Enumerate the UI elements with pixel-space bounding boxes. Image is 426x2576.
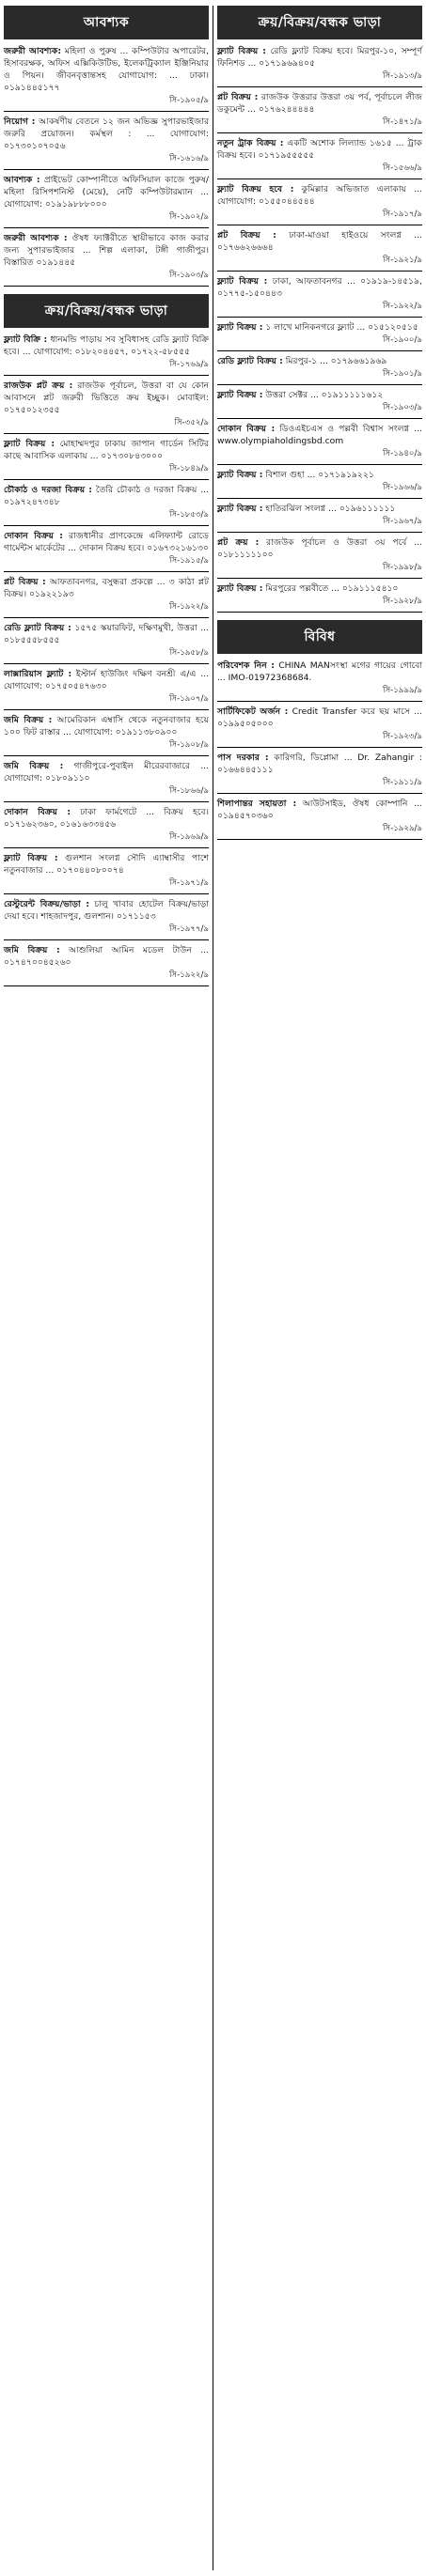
ad-title: দোকান বিক্রয় : (217, 424, 276, 434)
ad-body: তৈরি চৌকাঠ ও দরজা বিক্রয় ... ০১৯৭২৪৭৩৪৮ (4, 485, 209, 507)
ad-title: প্লট বিক্রয় : (217, 230, 276, 241)
ad-code: সি-১৯৯৮/৯ (382, 563, 422, 572)
ad-code: সি-১৯২৩/৯ (382, 732, 422, 741)
ad-title: ফ্ল্যাট বিক্রয় : (217, 583, 263, 594)
classified-ad (217, 183, 422, 225)
ad-body: ঢাকা ফার্মগেটে ... বিক্রয় হবে। ০১৭১৬২৩৬০, ০১৬১৬৩৩৪৫৬ (4, 807, 210, 830)
ad-code: সি-১৯০২/৯ (168, 212, 209, 222)
ad-code: সি-১৮৬৬/৯ (168, 786, 209, 796)
ad-title: জরুরী আবশ্যক: (4, 46, 62, 56)
ad-title: রেস্টুরেন্ট বিক্রয়/ভাড়া : (4, 899, 90, 909)
ad-code: সি-১৯০৩/৯ (382, 403, 422, 412)
classified-ad (4, 852, 209, 894)
ad-body: রাজউক উত্তরার উত্তরা ৩য় পর্ব, পূর্বাচলে লীজ ডকুমেন্ট ... ০১৭৬২৪৪৪৪৪ (217, 92, 423, 115)
classified-ad (217, 355, 422, 385)
classified-ad (4, 438, 209, 480)
ad-code: সি-১৪৭১/৯ (382, 117, 422, 127)
ad-body: গুলশান সংলগ্ন সৌদি এ্যাম্বাসীর পাশে নতুনবাজার ... ০১৭০৪৪০৮০০৭৪ (4, 853, 209, 876)
ad-body: ডিওএইচএস ও পল্লবী বিশ্বাস সংলগ্ন ... www.olympiaholdingsbd.com (217, 424, 423, 446)
classified-ad (217, 706, 422, 748)
ad-code: সি-১৯৪০/৯ (382, 449, 422, 458)
ad-body: মোহাম্মদপুর ঢাকায় জাপান গার্ডেন সিটির কাছে আবাসিক এলাকায় ... ০১৭৩০৮৪৩০০০ (4, 439, 209, 461)
ad-title: দোকান বিক্রয় : (4, 807, 71, 817)
classified-ad (4, 898, 209, 940)
ad-body: উত্তরা সেক্টর ... ০১৯১১১১১৬১২ (265, 390, 384, 400)
ad-code: সি-১৯৭১/৯ (168, 878, 209, 888)
classified-ad (217, 321, 422, 351)
section-header: ক্রয়/বিক্রয়/বন্ধক ভাড়া (217, 6, 422, 39)
ad-code: সি-১৭৬৯/৯ (168, 360, 209, 369)
ad-body: চালু খাবার হোটেল বিক্রয়/ভাড়া দেয়া হবে। শাহজাদপুর, গুলশান। ০১৭১১৫৩ (4, 899, 210, 922)
ad-title: আবশ্যক : (4, 175, 40, 185)
classified-ad (217, 45, 422, 87)
ad-title: শিলাপান্তর সহায়তা : (217, 799, 297, 809)
ad-code: সি-১৯৬৭/৯ (382, 517, 422, 526)
ad-code: সি-১৯২২/৯ (168, 602, 209, 612)
ad-code: সি-১৯৬৯/৯ (168, 832, 209, 842)
ad-code: সি-১৯১৫/৯ (168, 556, 209, 566)
section-header: আবশ্যক (4, 6, 209, 39)
ad-code: সি-১৯২৮/৯ (382, 597, 422, 606)
ad-body: ঔষধ ফ্যাক্টরীতে স্থায়ীভাবে কাজ করার জন্য সুপারভাইজার ... শিল্প এলাকা, টঙ্গী গাজীপুর। বিস্তারিত ০১৯১৪৪৫ (4, 233, 210, 268)
ad-body: বিশাল গুহা ... ০১৭১৯১৯২২১ (265, 470, 374, 480)
ad-body: ১৫৭৫ স্কয়ারফিট, দক্ষিণমুখী, উত্তরা ... ০১৮৫৫৫৮৫৫৫ (4, 623, 210, 645)
ad-code: সি-১৫৬৬/৯ (382, 163, 422, 173)
ad-body: ১ লাখে মানিকনগরে ফ্ল্যাট ... ০১৫১২০৫১৫ (265, 322, 418, 333)
ad-code: সি-১৯৬৬/৯ (382, 483, 422, 492)
classified-ad (217, 503, 422, 533)
ad-body: রাজধানীর প্রাণকেন্দ্রে এলিফ্যান্ট রোডে গার্মেন্টস মার্কেটের ... দোকান বিক্রয় হবে। ০১৬৭৩২১৬১৩০ (4, 531, 210, 553)
ad-body: আকর্ষণীয় বেতনে ১২ জন অভিজ্ঞ সুপারভাইজার জরুরি প্রয়োজন। কর্মস্থল : ... যোগাযোগ: ০১৭৩০১০৭০৫৬ (4, 116, 210, 151)
classified-ad (4, 45, 209, 112)
ad-body: রাজউক পূর্বাচল ও উত্তরা ৩য় পর্বে ... ০১৮১১১১১০০ (217, 537, 423, 560)
ad-code: সি-৩৫২/৯ (174, 418, 209, 427)
ad-body: প্রাইভেট কোম্পানীতে অফিসিয়াল কাজে পুরুষ/মহিলা রিসিপশনিস্ট (মেয়ে), নেটি কম্পিউটারম্যান ... যোগাযোগ: ০১৯১৯৮৮৮০০০ (4, 175, 210, 209)
ad-code: সি-১৯০৫/৯ (168, 96, 209, 105)
ad-body: হাতিরঝিল সংলগ্ন ... ০১৯৬১১১১১১ (265, 504, 396, 514)
ad-code: সি-১৬১৬/৯ (168, 154, 209, 163)
classified-ad (4, 760, 209, 802)
ad-title: প্লট বিক্রয় : (4, 577, 46, 587)
classified-ad (4, 334, 209, 376)
classified-ad (217, 798, 422, 840)
ad-title: ফ্ল্যাট বিক্রয় : (217, 276, 268, 287)
ad-title: ফ্ল্যাট বিক্রি : (4, 334, 48, 345)
ad-title: জমি বিক্রয় : (4, 945, 60, 955)
ad-body: মিরপুর-১ ... ০১৭৯৬৬১৯৬৯ (285, 356, 387, 366)
ad-title: ফ্ল্যাট বিক্রয় : (217, 390, 263, 400)
ad-title: লাক্সারিয়াস ফ্ল্যাট : (4, 669, 72, 679)
ad-title: রেডি ফ্ল্যাট বিক্রয় : (4, 623, 71, 633)
classified-ad (217, 91, 422, 133)
classified-ad (4, 380, 209, 434)
ad-title: পাস দরকার : (217, 753, 269, 763)
ad-code: সি-১৯০০/৯ (382, 335, 422, 345)
classified-ad (4, 622, 209, 664)
ad-code: সি-১৯২১/৯ (382, 256, 422, 265)
ad-title: চৌকাঠ ও দরজা বিক্রয় : (4, 485, 92, 495)
classified-ad (217, 536, 422, 579)
classified-ad (4, 806, 209, 848)
ad-body: Credit Transfer করে ছয় মাসে ... ০১৯৯৫০৫০০০ (217, 706, 422, 729)
ad-body: মিরপুরের পল্লবীতে ... ০১৯১১১৫৪১০ (265, 583, 399, 594)
classified-ad (217, 389, 422, 419)
section-header: বিবিধ (217, 620, 422, 654)
ad-body: মহিলা ও পুরুষ ... কম্পিউটার অপারেটর, হিসাবরক্ষক, অফিস এক্সিকিউটিভ, ইলেকট্রিক্যাল ইঞ্জিনিয়ার ও পিয়ন। জীবনবৃত্তান্তসহ যোগাযোগ: ... ঢাকা। ০১৯১৪৪৫১৭৭ (4, 46, 210, 93)
classified-ad (217, 423, 422, 465)
ad-body: একটি অশোক লিল্যান্ড ১৬১৫ ... ট্রাক বিক্রয় হবে। ০১৭১৯৫৫৫৫৫ (217, 138, 422, 161)
ad-code: সি-১৯৫৮/৯ (168, 648, 209, 658)
classified-ad (217, 660, 422, 702)
ad-title: জরুরী আবশ্যক : (4, 233, 68, 243)
ad-code: সি-১৯৯৯/৯ (382, 686, 422, 695)
ad-code: সি-১৯৭৭/৯ (168, 924, 209, 934)
ad-title: ফ্ল্যাট বিক্রয় : (4, 439, 55, 449)
classified-ad (4, 714, 209, 756)
ad-body: আউটসাইড, ঔষধ কোম্পানি ... ০১৯৪৫৭০৩৬০ (217, 799, 423, 821)
ad-code: সি-১৮৫৩/৯ (168, 510, 209, 520)
classified-ad (217, 137, 422, 179)
classified-ad (4, 944, 209, 986)
ad-body: আফতাবনগর, বসুন্ধরা প্রকল্পে ... ৩ কাঠা প্লট বিক্রয়। ০১৯২২১৯৩ (4, 577, 209, 599)
classified-ad (4, 484, 209, 526)
ad-title: রাজউক প্লট ক্রয় : (4, 380, 73, 391)
ad-code: সি-১৮৪৯/৯ (168, 464, 209, 473)
ad-code: সি-১৯০৭/৯ (168, 694, 209, 704)
left-column (4, 6, 209, 990)
ad-title: নিয়োগ : (4, 116, 36, 127)
ad-body: ঢাকা, আফতাবনগর ... ০১৯১৯-১৪৫১৯, ০১৭৭৫-১৫০৪৪৩ (217, 276, 422, 299)
ad-code: সি-১৯০১/৯ (382, 369, 422, 379)
ad-title: জমি বিক্রয় : (4, 761, 64, 771)
ad-code: সি-১৯২২/৯ (382, 302, 422, 311)
classified-ad (217, 582, 422, 613)
ad-title: নতুন ট্রাক বিক্রয় : (217, 138, 284, 148)
ad-title: ফ্ল্যাট বিক্রয় : (217, 322, 263, 333)
ad-title: জমি বিক্রয় : (4, 715, 53, 725)
ad-title: প্লট বিক্রয় : (217, 92, 259, 102)
ad-body: রাজউক পূর্বাচল, উত্তরা বা যে কোন আবাসনে প্লট জরুরী ভিত্তিতে ক্রয় ইচ্ছুক। মোবাইল: ০১৭৫০১২৩৫৫ (4, 380, 209, 415)
ad-body: কারিগরি, ডিপ্লোমা ... Dr. Zahangir : ০১৬৬৪৪৫১১১ (217, 753, 423, 775)
ad-code: সি-১৯১৩/৯ (382, 71, 422, 81)
ad-title: ফ্ল্যাট বিক্রয় : (217, 46, 266, 56)
ad-code: সি-১৯০৩/৯ (168, 271, 209, 280)
ad-title: ফ্ল্যাট বিক্রয় হবে : (217, 184, 294, 194)
ad-body: ইস্টার্ন হাউজিং দক্ষিণ বনশ্রী এ/এ ... যোগাযোগ: ০১৭৫০৫৪৭৬৩০ (4, 669, 210, 691)
classified-ad (4, 116, 209, 170)
ad-body: ঢাকা-মাওয়া হাইওয়ে সংলগ্ন ... ০১৭৬৬২৬৬৬৪ (217, 230, 422, 253)
ad-body: ধানমন্ডি পাড়ায় সব সুবিধাসহ রেডি ফ্ল্যাট বিক্রি হবে। ... যোগাযোগ: ০১৮২০৪৪৫৭, ০১৭২২-৫৮৫৫৫ (4, 334, 210, 357)
ad-title: রেডি ফ্ল্যাট বিক্রয় : (217, 356, 283, 366)
classified-ad (4, 174, 209, 228)
ad-body: গাজীপুরে-পুবাইল মীরেরবাজারে ... যোগাযোগ: ০১৮০৯১১০ (4, 761, 210, 784)
ad-code: সি-১৯১৭/৯ (382, 209, 422, 219)
ad-body: কুমিল্লার অভিজাত এলাকায় ... যোগাযোগ: ০১৫৫০৪৪৫৪৪ (217, 184, 422, 207)
classified-ad (217, 229, 422, 272)
classified-ad (4, 576, 209, 618)
ad-title: ফ্ল্যাট বিক্রয় : (217, 470, 263, 480)
ad-title: পরিবেশক নিন : (217, 660, 275, 671)
classified-ad (217, 275, 422, 318)
ad-code: সি-১৯২২/৯ (168, 970, 209, 980)
ad-code: সি-১৯১১/৯ (382, 778, 422, 787)
ad-title: প্লট ক্রয় : (217, 537, 260, 548)
ad-title: ফ্ল্যাট বিক্রয় : (217, 504, 263, 514)
classified-ad (4, 668, 209, 710)
section-header: ক্রয়/বিক্রয়/বন্ধক ভাড়া (4, 294, 209, 328)
ad-title: ফ্ল্যাট বিক্রয় : (4, 853, 58, 863)
ad-title: দোকান বিক্রয় : (4, 531, 63, 541)
ad-title: সার্টিফিকেট অর্জন : (217, 706, 289, 717)
ad-body: CHINA MANসংস্থা মগের গায়ের গোবো ... IMO-01972368684. (217, 660, 422, 683)
ad-body: রেডি ফ্ল্যাট বিক্রয় হবে। মিরপুর-১০, সম্পূর্ণ ফিনিশড ... ০১৭১৯৬৯৪০৫ (217, 46, 422, 69)
classified-ad (4, 530, 209, 572)
classified-ad (4, 232, 209, 287)
right-column (217, 6, 422, 844)
ad-code: সি-১৯০৮/৯ (168, 740, 209, 750)
ad-body: আশুলিয়া আমিন মডেল টাউন ... ০১৭৪৭০০৪৫২৬০ (4, 945, 209, 968)
ad-body: আমেরিকান এম্বাসি থেকে নতুনবাজার হয়ে ১০০ ফিট রাস্তার ... যোগাযোগ: ০১৯১১৩৮০৯০০ (4, 715, 209, 737)
classified-ad (217, 752, 422, 794)
classified-ad (217, 469, 422, 499)
ad-code: সি-১৯২৯/৯ (382, 824, 422, 833)
